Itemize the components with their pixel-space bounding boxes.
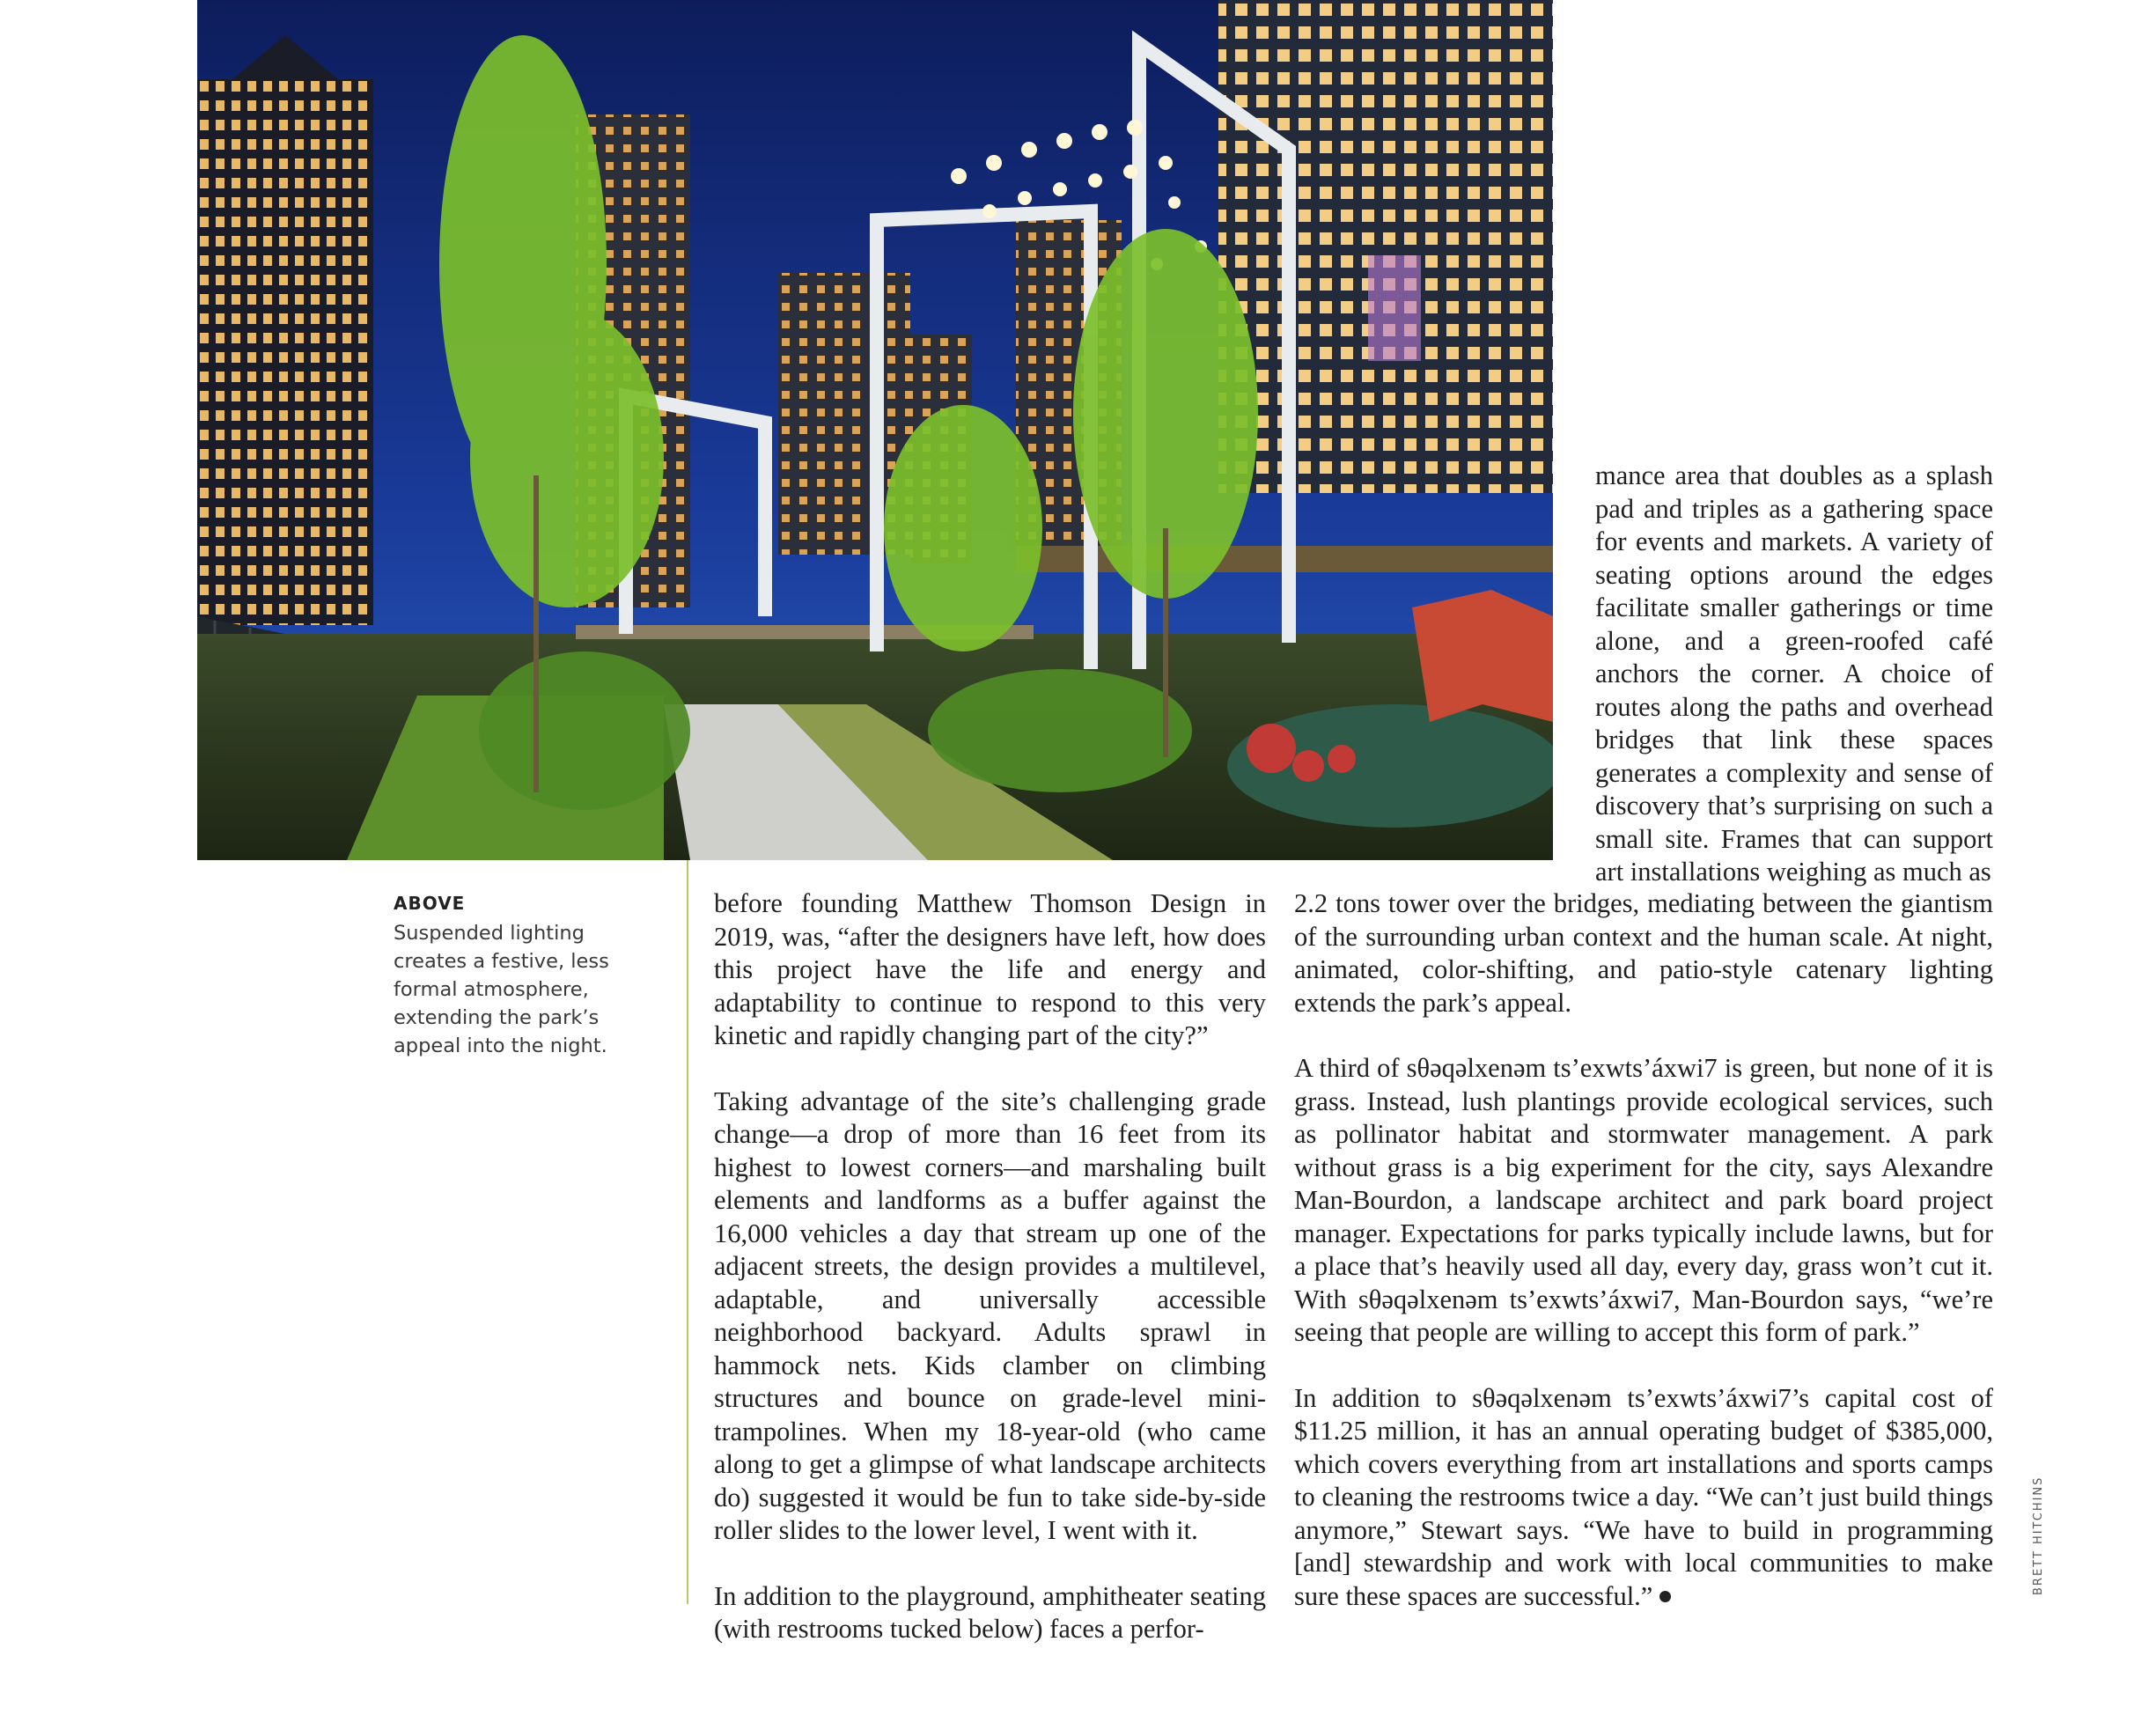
paragraph: Taking advantage of the site’s challenging grade change—a drop of more than 16 feet from its highest to lowest corners—and marshaling built elements and landforms as a buffer against the 16,000 vehicles a day that stream up one of the adjacent streets, the design provides a multilevel, adaptable, and universally accessible neighborhood backyard. Adults sprawl in hammock nets. Kids clamber on climbing structures and bounce on grade-level mini-trampolines. When my 18-year-old (who came along to get a glimpse of what landscape architects do) suggested it would be fun to take side-by-side roller slides to the lower level, I went with it. — [714, 1086, 1266, 1545]
caption-text: Suspended lighting creates a festive, less formal atmosphere, extending the park’s appeal into the night. — [394, 922, 609, 1057]
photo-caption — [394, 893, 649, 1060]
paragraph-text: In addition to sθəqəlxenəm ts’exwts’áxwi7’s capital cost of $11.25 million, it has an annual operating budget of $385,000, which covers everything from art installations and sports camps to cleaning the restrooms twice a day. “We can’t just build things anymore,” Stewart says. “We have to build in programming [and] stewardship and work with local communities to make sure these spaces are successful.” — [1294, 1382, 1993, 1611]
paragraph: A third of sθəqəlxenəm ts’exwts’áxwi7 is green, but none of it is grass. Instead, lush plantings provide ecological services, such as pollinator habitat and stormwater management. A park without grass is a big experiment for the city, says Alexandre Man-Bourdon, a landscape architect and park board project manager. Expectations for parks typically include lawns, but for a place that’s heavily used all day, every day, grass won’t cut it. With sθəqəlxenəm ts’exwts’áxwi7, Man-Bourdon says, “we’re seeing that people are willing to accept this form of park.” — [1294, 1053, 1993, 1347]
paragraph: before founding Matthew Thomson Design in 2019, was, “after the designers have left, how does this project have the life and energy and adaptability to continue to respond to this very kinetic and rapidly changing part of the city?” — [714, 888, 1266, 1050]
column-rule — [687, 860, 688, 1604]
end-mark-icon — [1659, 1591, 1671, 1602]
article-column-middle — [714, 887, 1266, 1646]
article-column-right-top — [1595, 460, 1993, 889]
paragraph: In addition to the playground, amphitheater seating (with restrooms tucked below) faces a perfor- — [714, 1580, 1266, 1644]
caption-label: ABOVE — [394, 893, 466, 914]
article-column-right — [1294, 887, 1993, 1613]
paragraph: mance area that doubles as a splash pad and triples as a gathering space for events and markets. A variety of seating options around the edges facilitate smaller gatherings or time alone, and a green-roofed café anchors the corner. A choice of routes along the paths and overhead bridges that link these spaces generates a complexity and sense of discovery that’s surprising on such a small site. Frames that can support art installations weighing as much as — [1595, 460, 1993, 887]
paragraph: 2.2 tons tower over the bridges, mediating between the giantism of the surrounding urban context and the human scale. At night, animated, color-shifting, and patio-style catenary lighting extends the park’s appeal. — [1294, 888, 1993, 1018]
hero-photo — [197, 0, 1553, 860]
paragraph — [1294, 1382, 1993, 1614]
photo-credit: BRETT HITCHINS — [2032, 1476, 2045, 1595]
